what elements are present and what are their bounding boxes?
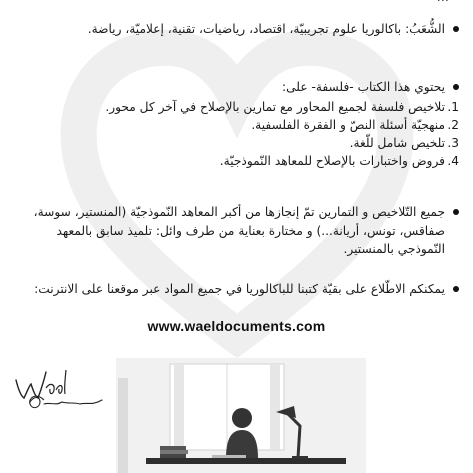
- bullet-dot: [453, 84, 459, 90]
- bullet-dot: [453, 26, 459, 32]
- bullet-dot: [453, 209, 459, 215]
- contents-title: يحتوي هذا الكتاب -فلسفة- على:: [282, 80, 445, 94]
- sources-text: جميع التّلاخيص و التمارين تمّ إنجازها من أكبر المعاهد النّموذجيّة (المنستير، سوسة، صفاقس، تونس، أريانة...) و مختارة بعناية من طرف وائل: تلميذ سابق بالمعهد النّموذجي بالمنستير.: [33, 205, 445, 256]
- bullet-website: [22, 280, 459, 299]
- bullet-dot: [453, 286, 459, 292]
- wael-documents-signature-logo: [10, 362, 110, 416]
- bullet-contents: [22, 78, 459, 97]
- list-item: 2.منهجيّة أسئلة النصّ و الفقرة الفلسفية.: [251, 118, 459, 132]
- bullet-streams: [22, 20, 459, 39]
- bullet-sources: [22, 203, 459, 259]
- top-cut-line: [437, 0, 449, 5]
- website-intro-text: يمكنكم الاطّلاع على بقيّة كتبنا للباكالوريا في جميع المواد عبر موقعنا على الانترنت:: [34, 282, 445, 296]
- streams-text: الشُّعَبُ: باكالوريا علوم تجريبيّة، اقتصاد، رياضيات، تقنية، إعلاميّة، رياضة.: [87, 22, 445, 36]
- student-studying-illustration: [116, 358, 366, 473]
- list-item: 3.تلخيص شامل للّغة.: [349, 136, 459, 150]
- list-item: 4.فروض واختبارات بالإصلاح للمعاهد النّموذجيّة.: [219, 154, 459, 168]
- list-item: 1.تلاخيص فلسفة لجميع المحاور مع تمارين بالإصلاح في آخر كل محور.: [105, 100, 459, 114]
- contents-list: [22, 98, 459, 170]
- website-link[interactable]: www.waeldocuments.com: [147, 318, 326, 334]
